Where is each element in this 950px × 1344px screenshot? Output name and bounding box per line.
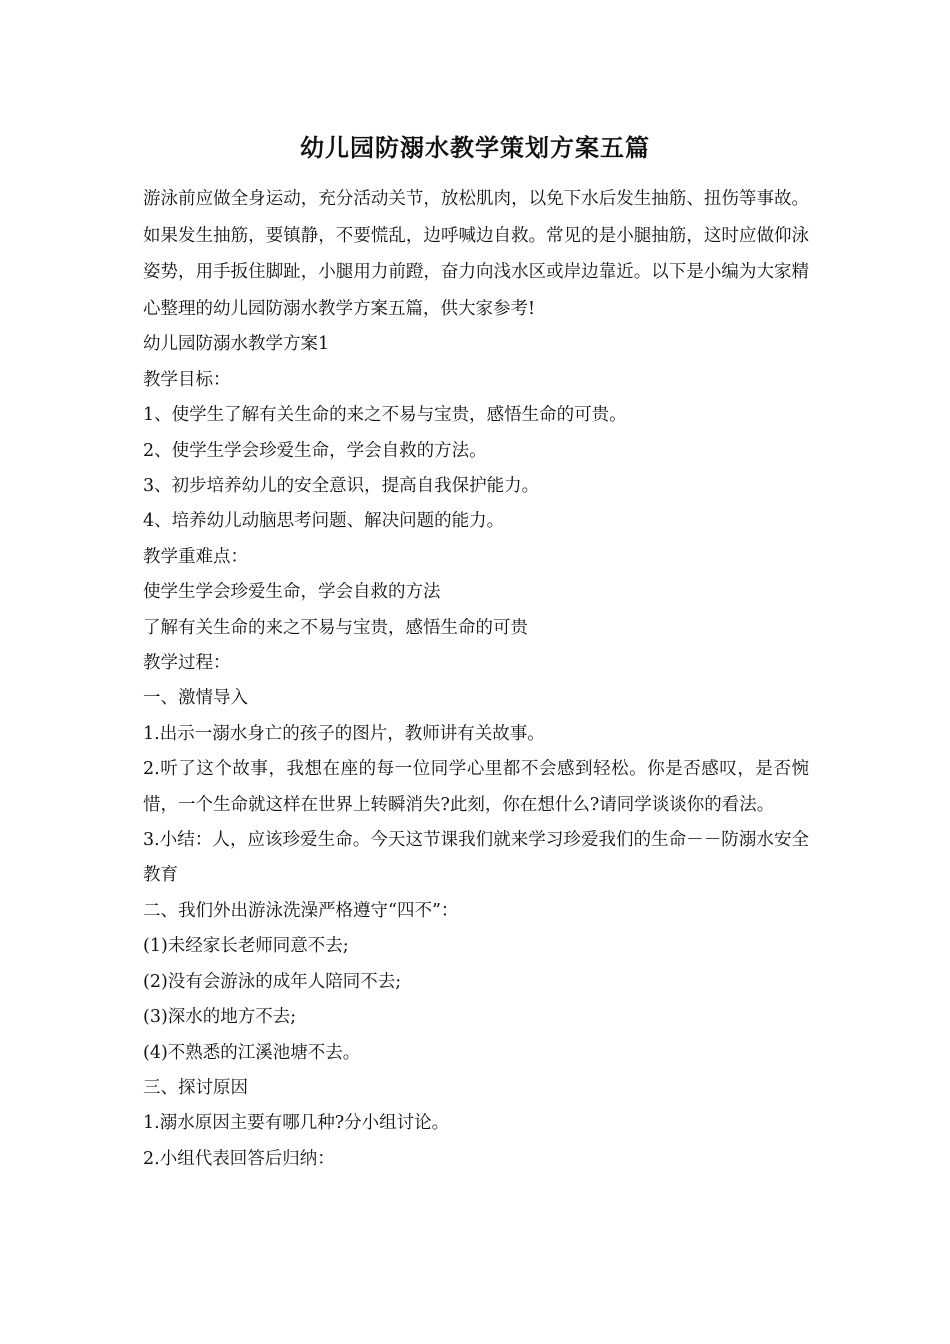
subheading: 教学过程： xyxy=(143,653,231,674)
list-item: (3)深水的地方不去; xyxy=(143,1007,297,1028)
subheading: 教学重难点： xyxy=(143,546,248,567)
document-title: 幼儿园防溺水教学策划方案五篇 xyxy=(300,133,650,162)
list-item: (4)不熟悉的江溪池塘不去。 xyxy=(143,1042,361,1063)
list-item: 2.听了这个故事，我想在座的每一位同学心里都不会感到轻松。你是否感叹，是否惋惜，一个生命就这样在世界上转瞬消失?此刻，你在想什么?请同学谈谈你的看法。 xyxy=(143,759,809,815)
list-item: 1、使学生了解有关生命的来之不易与宝贵，感悟生命的可贵。 xyxy=(143,405,627,426)
list-item: 3、初步培养幼儿的安全意识，提高自我保护能力。 xyxy=(143,476,540,496)
document-body xyxy=(143,181,809,1177)
subheading: 三、探讨原因 xyxy=(143,1077,248,1098)
intro-paragraph: 游泳前应做全身运动，充分活动关节，放松肌肉，以免下水后发生抽筋、扭伤等事故。如果发生抽筋，要镇静，不要慌乱，边呼喊边自救。常见的是小腿抽筋，这时应做仰泳姿势，用手扳住脚趾，小腿用力前蹬，奋力向浅水区或岸边靠近。以下是小编为大家精心整理的幼儿园防溺水教学方案五篇，供大家参考! xyxy=(143,189,809,319)
list-item: (2)没有会游泳的成年人陪同不去; xyxy=(143,971,402,992)
list-item: 1.溺水原因主要有哪几种?分小组讨论。 xyxy=(143,1113,450,1134)
text-line: 使学生学会珍爱生命，学会自救的方法 xyxy=(143,582,441,603)
list-item: 1.出示一溺水身亡的孩子的图片，教师讲有关故事。 xyxy=(143,723,545,744)
list-item: 4、培养幼儿动脑思考问题、解决问题的能力。 xyxy=(143,511,505,532)
list-item: 3.小结：人，应该珍爱生命。今天这节课我们就来学习珍爱我们的生命－－防溺水安全教育 xyxy=(143,830,809,886)
subheading: 二、我们外出游泳洗澡严格遵守“四不”： xyxy=(143,900,459,921)
list-item: 2、使学生学会珍爱生命，学会自救的方法。 xyxy=(143,440,487,461)
text-line: 了解有关生命的来之不易与宝贵，感悟生命的可贵 xyxy=(143,617,528,638)
subheading: 教学目标： xyxy=(143,369,231,390)
subheading: 一、激情导入 xyxy=(143,688,248,709)
section-heading: 幼儿园防溺水教学方案1 xyxy=(143,334,330,355)
list-item: (1)未经家长老师同意不去; xyxy=(143,936,349,957)
list-item: 2.小组代表回答后归纳： xyxy=(143,1148,335,1169)
